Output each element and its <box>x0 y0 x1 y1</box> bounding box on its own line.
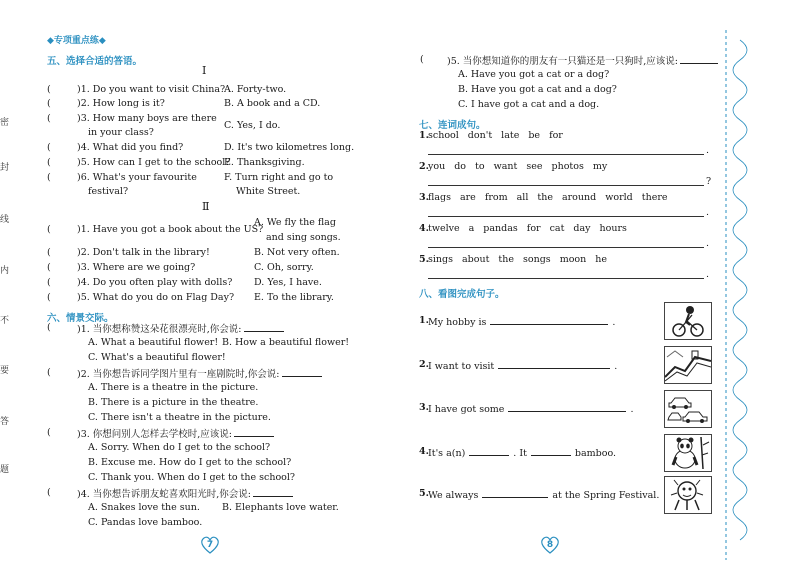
end-punct: . <box>706 269 710 280</box>
option-text: C. Yes, I do. <box>224 120 281 131</box>
answer-paren: ( <box>420 54 424 65</box>
scrambled-words: sings about the songs moon he <box>428 254 608 265</box>
option-b: B. How a beautiful flower! <box>222 337 350 348</box>
answer-line[interactable] <box>428 247 704 248</box>
seal-label: 密 <box>0 118 10 128</box>
sentence <box>428 359 617 373</box>
option-text: B. Not very often. <box>254 247 340 258</box>
question-text: )5. What do you do on Flag Day? <box>77 292 235 303</box>
option-c: C. Thank you. When do I get to the school? <box>88 472 296 483</box>
seal-label: 答 <box>0 417 10 427</box>
item-number: 3. <box>419 192 429 203</box>
sentence-part: It's a(n) <box>428 448 466 459</box>
seal-label: 内 <box>0 266 10 276</box>
answer-line[interactable] <box>428 154 704 155</box>
sentence-part: . <box>614 361 618 372</box>
part1-roman: Ⅰ <box>202 64 207 77</box>
answer-blank[interactable] <box>244 322 284 332</box>
item-number: 5. <box>419 488 429 499</box>
scrambled-words: flags are from all the around world there <box>428 192 668 203</box>
question-text: )1. Have you got a book about the US? <box>77 224 264 235</box>
item-number: 2. <box>419 359 429 370</box>
sentence <box>428 488 659 502</box>
option-b: B. Elephants love water. <box>222 502 339 513</box>
sentence <box>428 402 633 416</box>
seal-label: 要 <box>0 366 10 376</box>
section8-title: 八、看图完成句子。 <box>419 289 505 300</box>
item-number: 1. <box>419 130 429 141</box>
end-punct: . <box>706 238 710 249</box>
end-punct: . <box>706 145 710 156</box>
answer-blank[interactable] <box>508 402 626 412</box>
scrambled-words: school don't late be for <box>428 130 563 141</box>
end-punct: ? <box>706 176 712 187</box>
panda-icon <box>664 434 712 472</box>
answer-line[interactable] <box>428 278 704 279</box>
answer-paren: ( <box>47 292 51 303</box>
option-text: A. Forty-two. <box>224 84 287 95</box>
question-text: )3. Where are we going? <box>77 262 196 273</box>
answer-blank[interactable] <box>253 487 293 497</box>
question-text: )2. Don't talk in the library! <box>77 247 210 258</box>
answer-paren: ( <box>47 157 51 168</box>
option-c: C. There isn't a theatre in the picture. <box>88 412 271 423</box>
question-text: )4. What did you find? <box>77 142 184 153</box>
answer-blank[interactable] <box>234 427 274 437</box>
answer-paren: ( <box>47 142 51 153</box>
sentence-part: I have got some <box>428 404 505 415</box>
sentence-part: I want to visit <box>428 361 495 372</box>
option-text-cont: and sing songs. <box>266 232 341 243</box>
lion-dance-icon <box>664 476 712 514</box>
seal-label: 线 <box>0 215 10 225</box>
question-text: )2. 当你想告诉同学图片里有一座剧院时,你会说: <box>77 367 322 381</box>
option-text: B. A book and a CD. <box>224 98 321 109</box>
answer-paren: ( <box>47 113 51 124</box>
question-text-cont: festival? <box>88 186 129 197</box>
cars-icon <box>664 390 712 428</box>
answer-paren: ( <box>47 367 51 378</box>
sentence-part: . It <box>513 448 527 459</box>
scrambled-words: twelve a pandas for cat day hours <box>428 223 627 234</box>
option-a: A. Have you got a cat or a dog? <box>458 69 610 80</box>
sentence <box>428 315 615 329</box>
option-b: B. Excuse me. How do I get to the school? <box>88 457 292 468</box>
option-text: A. We fly the flag <box>254 217 336 228</box>
item-number: 1. <box>419 315 429 326</box>
answer-blank[interactable] <box>498 359 610 369</box>
question-text: )4. 当你想告诉朋友蛇喜欢阳光时,你会说: <box>77 487 293 501</box>
item-number: 3. <box>419 402 429 413</box>
sentence-part: . <box>612 317 616 328</box>
bike-rider-icon <box>664 302 712 340</box>
part2-roman: Ⅱ <box>202 200 210 213</box>
option-text: C. Oh, sorry. <box>254 262 314 273</box>
option-text: D. Yes, I have. <box>254 277 322 288</box>
option-c: C. Pandas love bamboo. <box>88 517 203 528</box>
answer-paren: ( <box>47 262 51 273</box>
option-b: B. Have you got a cat and a dog? <box>458 84 617 95</box>
answer-blank[interactable] <box>282 367 322 377</box>
answer-paren: ( <box>47 98 51 109</box>
banner: ◆专项重点练◆ <box>47 36 106 46</box>
section6-title: 六、情景交际。 <box>47 313 114 324</box>
answer-paren: ( <box>47 487 51 498</box>
answer-paren: ( <box>47 247 51 258</box>
page-number-right: 8 <box>546 540 554 550</box>
answer-paren: ( <box>47 172 51 183</box>
option-text: D. It's two kilometres long. <box>224 142 355 153</box>
answer-paren: ( <box>47 84 51 95</box>
option-text: E. Thanksgiving. <box>224 157 305 168</box>
option-c: C. What's a beautiful flower! <box>88 352 226 363</box>
answer-paren: ( <box>47 322 51 333</box>
question-text: )1. Do you want to visit China? <box>77 84 226 95</box>
seal-label: 不 <box>0 316 10 326</box>
seal-label: 题 <box>0 465 10 475</box>
option-text: F. Turn right and go to <box>224 172 334 183</box>
question-text: )2. How long is it? <box>77 98 165 109</box>
question-text: )4. Do you often play with dolls? <box>77 277 233 288</box>
sentence-part: bamboo. <box>574 448 617 459</box>
seal-label: 封 <box>0 163 10 173</box>
answer-paren: ( <box>47 427 51 438</box>
great-wall-icon <box>664 346 712 384</box>
option-c: C. I have got a cat and a dog. <box>458 99 600 110</box>
question-text: )1. 当你想称赞这朵花很漂亮时,你会说: <box>77 322 284 336</box>
answer-line[interactable] <box>428 185 704 186</box>
section7-title: 七、连词成句。 <box>419 120 486 131</box>
scrambled-words: you do to want see photos my <box>428 161 608 172</box>
question-text: )3. 你想问别人怎样去学校时,应该说: <box>77 427 274 441</box>
question-text: )5. How can I get to the school? <box>77 157 231 168</box>
answer-paren: ( <box>47 224 51 235</box>
answer-line[interactable] <box>428 216 704 217</box>
sentence <box>428 446 616 460</box>
item-number: 4. <box>419 446 429 457</box>
option-b: B. There is a picture in the theatre. <box>88 397 259 408</box>
option-text: E. To the library. <box>254 292 334 303</box>
question-text: )5. 当你想知道你的朋友有一只猫还是一只狗时,应该说: <box>447 54 718 68</box>
option-a: A. Snakes love the sun. <box>88 502 200 513</box>
option-a: A. What a beautiful flower! <box>88 337 219 348</box>
end-punct: . <box>706 207 710 218</box>
answer-blank[interactable] <box>482 488 548 498</box>
question-text-cont: in your class? <box>88 127 154 138</box>
section5-title: 五、选择合适的答语。 <box>47 56 143 67</box>
option-a: A. There is a theatre in the picture. <box>88 382 259 393</box>
answer-blank[interactable] <box>680 54 718 64</box>
sentence-part: We always <box>428 490 479 501</box>
item-number: 4. <box>419 223 429 234</box>
answer-blank[interactable] <box>490 315 608 325</box>
question-text: )6. What's your favourite <box>77 172 197 183</box>
item-number: 2. <box>419 161 429 172</box>
option-text-cont: White Street. <box>236 186 301 197</box>
sentence-part: at the Spring Festival. <box>552 490 660 501</box>
answer-blank[interactable] <box>531 446 571 456</box>
page-number-left: 7 <box>206 540 214 550</box>
answer-paren: ( <box>47 277 51 288</box>
sentence-part: . <box>630 404 634 415</box>
question-text: )3. How many boys are there <box>77 113 217 124</box>
sentence-part: My hobby is <box>428 317 487 328</box>
option-a: A. Sorry. When do I get to the school? <box>88 442 271 453</box>
answer-blank[interactable] <box>469 446 509 456</box>
seal-line <box>720 30 760 560</box>
item-number: 5. <box>419 254 429 265</box>
